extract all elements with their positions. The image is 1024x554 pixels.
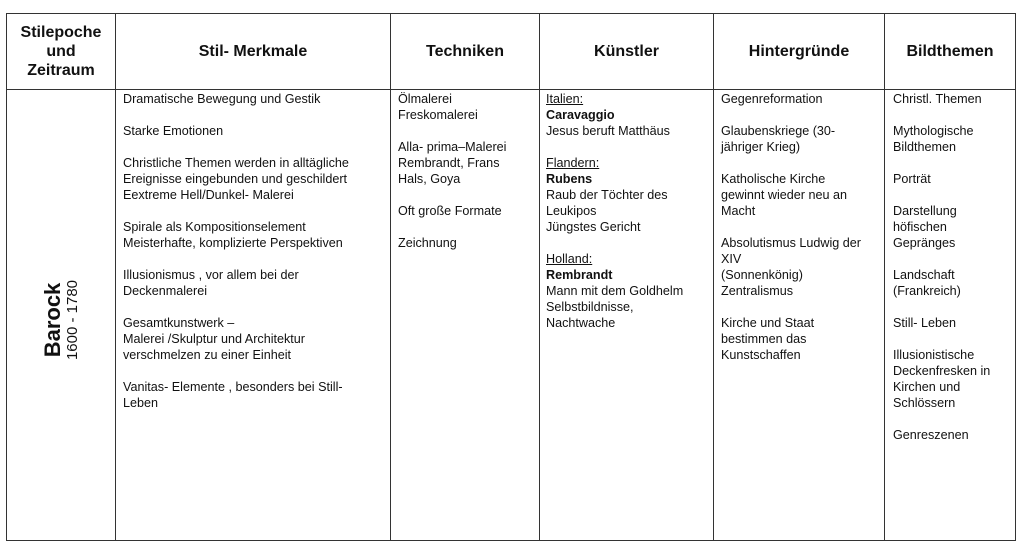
- artist-name: Rubens: [546, 172, 593, 186]
- feature-item: Gesamtkunstwerk – Malerei /Skulptur und Architektur verschmelzen zu einer Einheit: [123, 316, 305, 362]
- background-item: Absolutismus Ludwig der XIV (Sonnenkönig) Zentralismus: [721, 236, 862, 298]
- table-border-right: [1015, 13, 1016, 541]
- feature-item: Christliche Themen werden in alltägliche Ereignisse eingebunden und geschildert Eextreme Hell/Dunkel- Malerei: [123, 156, 349, 202]
- feature-item: Spirale als Kompositionselement Meisterhafte, komplizierte Perspektiven: [123, 220, 343, 250]
- theme-item: Still- Leben: [893, 316, 957, 330]
- column-divider-2: [390, 13, 391, 541]
- feature-item: Vanitas- Elemente , besonders bei Still- Leben: [123, 380, 343, 410]
- feature-item: Illusionismus , vor allem bei der Deckenmalerei: [123, 268, 299, 298]
- artist-name: Rembrandt: [546, 268, 613, 282]
- artist-name: Caravaggio: [546, 108, 615, 122]
- epoch-name: Barock: [40, 282, 65, 358]
- theme-item: Porträt: [893, 172, 931, 186]
- artists-cell: [546, 91, 711, 347]
- artist-group-holland: [546, 251, 711, 331]
- theme-item: Illusionistische Deckenfresken in Kirchen und Schlössern: [893, 348, 991, 410]
- theme-item: Landschaft (Frankreich): [893, 268, 961, 298]
- artist-group-flanders: [546, 155, 711, 235]
- techniques-cell: [398, 91, 536, 267]
- themes-cell: [893, 91, 1013, 459]
- theme-item: Genreszenen: [893, 428, 969, 442]
- artist-region: Flandern:: [546, 156, 600, 170]
- epoch-cell: [7, 90, 115, 540]
- column-divider-5: [884, 13, 885, 541]
- technique-item: Oft große Formate: [398, 204, 502, 218]
- technique-item: Ölmalerei Freskomalerei: [398, 92, 478, 122]
- header-divider: [6, 89, 1016, 90]
- feature-item: Dramatische Bewegung und Gestik: [123, 92, 321, 106]
- header-epoch-line-1: Stilepoche: [20, 24, 102, 41]
- theme-item: Mythologische Bildthemen: [893, 124, 974, 154]
- artist-region: Holland:: [546, 252, 593, 266]
- header-backgrounds: Hintergründe: [748, 43, 850, 60]
- artist-work: Jüngstes Gericht: [546, 220, 641, 234]
- artist-region: Italien:: [546, 92, 584, 106]
- column-divider-1: [115, 13, 116, 541]
- backgrounds-cell: [721, 91, 881, 379]
- header-epoch: [7, 14, 115, 89]
- background-item: Glaubenskriege (30- jähriger Krieg): [721, 124, 836, 154]
- header-techniques: Techniken: [426, 43, 504, 60]
- artist-work: Nachtwache: [546, 316, 616, 330]
- table-border-bottom: [6, 540, 1016, 541]
- features-cell: [123, 91, 385, 427]
- header-themes: Bildthemen: [906, 43, 994, 60]
- artist-work: Mann mit dem Goldhelm: [546, 284, 684, 298]
- background-item: Katholische Kirche gewinnt wieder neu an Macht: [721, 172, 848, 218]
- technique-item: Zeichnung: [398, 236, 457, 250]
- header-artists: Künstler: [594, 43, 659, 60]
- artist-work: Raub der Töchter des: [546, 188, 668, 202]
- background-item: Gegenreformation: [721, 92, 823, 106]
- column-divider-4: [713, 13, 714, 541]
- header-epoch-line-2: und: [46, 43, 76, 60]
- artist-work: Jesus beruft Matthäus: [546, 124, 670, 138]
- background-item: Kirche und Staat bestimmen das Kunstschaffen: [721, 316, 815, 362]
- column-divider-3: [539, 13, 540, 541]
- artist-work: Leukipos: [546, 204, 597, 218]
- header-features: Stil- Merkmale: [198, 43, 308, 60]
- artist-group-italy: [546, 91, 711, 139]
- epoch-period: 1600 - 1780: [64, 279, 81, 361]
- technique-item: Alla- prima–Malerei Rembrandt, Frans Hals, Goya: [398, 140, 507, 186]
- theme-item: Darstellung höfischen Gepränges: [893, 204, 957, 250]
- theme-item: Christl. Themen: [893, 92, 982, 106]
- feature-item: Starke Emotionen: [123, 124, 224, 138]
- artist-work: Selbstbildnisse,: [546, 300, 634, 314]
- epoch-rotated-label: [41, 220, 81, 420]
- header-epoch-line-3: Zeitraum: [27, 62, 95, 79]
